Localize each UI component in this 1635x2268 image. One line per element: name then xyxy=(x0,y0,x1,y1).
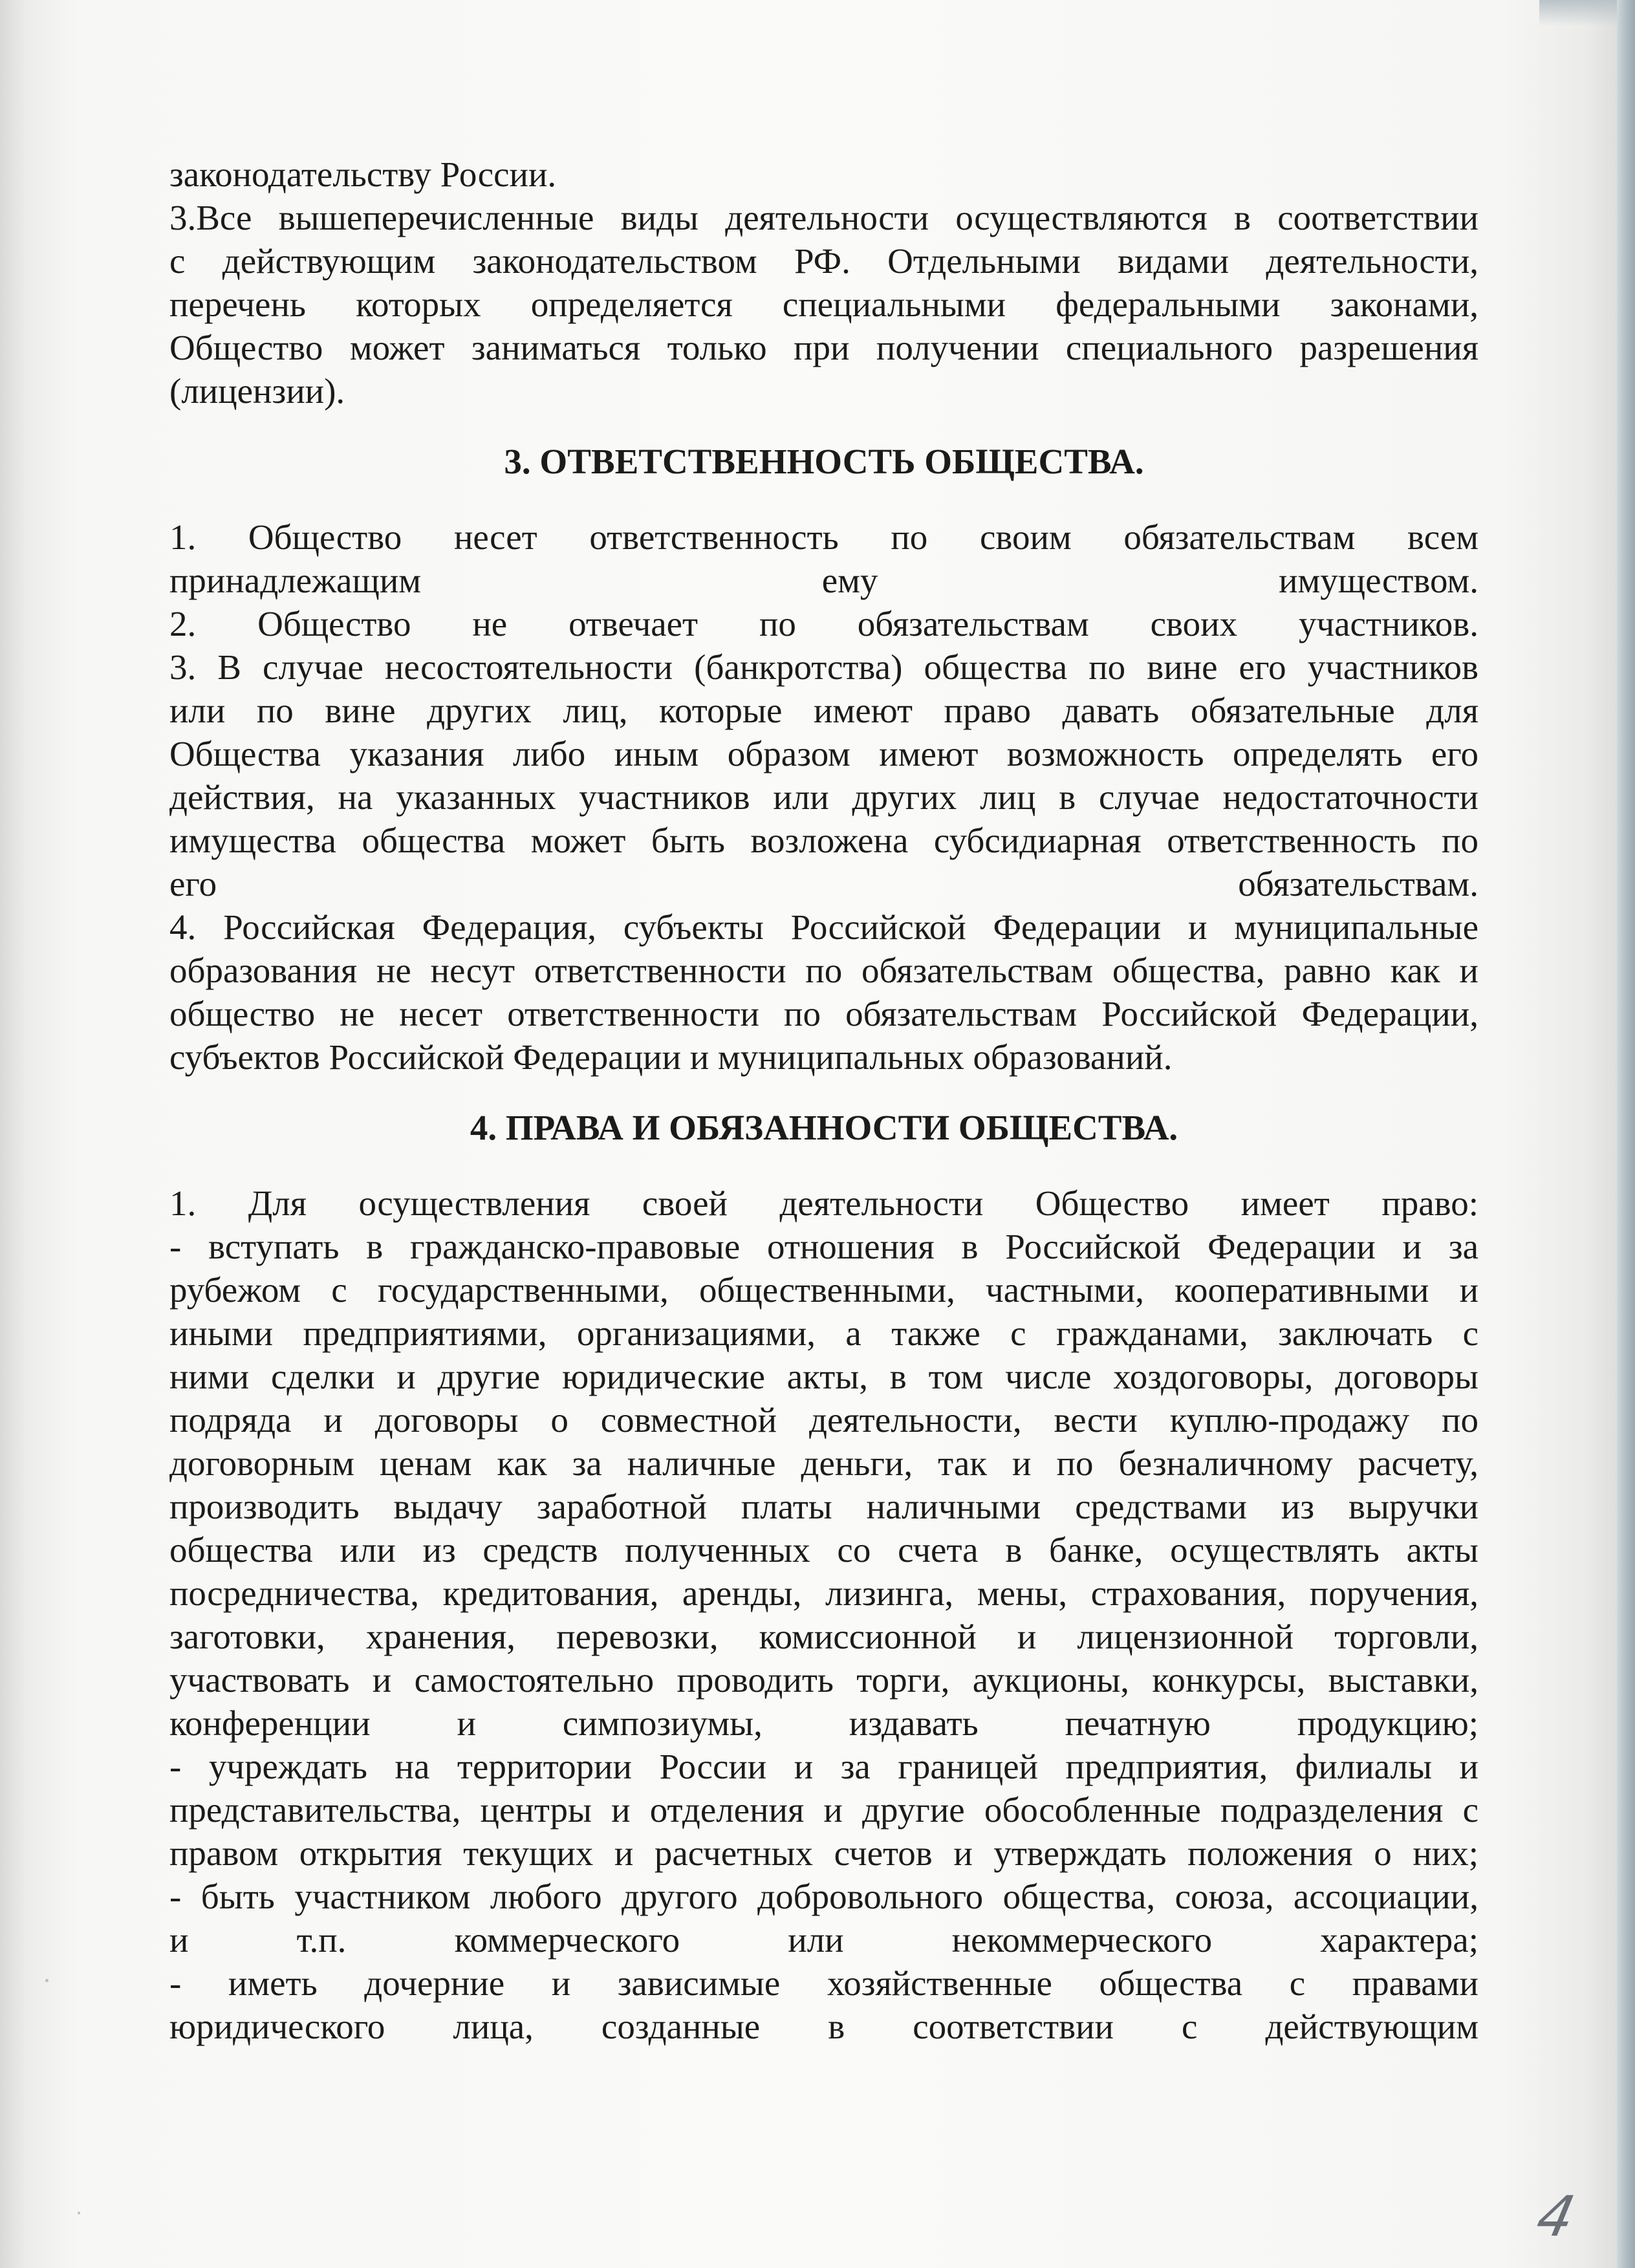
text-line: правом открытия текущих и расчетных счетов и утверждать положения о них; xyxy=(169,1833,1478,1873)
text-line: - иметь дочерние и зависимые хозяйственные общества с правами xyxy=(169,1963,1478,2003)
text-line: 4. Российская Федерация, субъекты Российской Федерации и муниципальные xyxy=(169,907,1478,947)
section-heading: 4. ПРАВА И ОБЯЗАННОСТИ ОБЩЕСТВА. xyxy=(470,1108,1178,1147)
document-body xyxy=(169,153,1478,2048)
text-line: его обязательствам. xyxy=(169,864,1478,903)
page-number: 4 xyxy=(1531,2185,1581,2249)
text-line: образования не несут ответственности по обязательствам общества, равно как и xyxy=(169,951,1478,990)
text-line: - быть участником любого другого добровольного общества, союза, ассоциации, xyxy=(169,1877,1478,1916)
text-line: конференции и симпозиумы, издавать печатную продукцию; xyxy=(169,1703,1478,1743)
text-line: заготовки, хранения, перевозки, комиссионной и лицензионной торговли, xyxy=(169,1617,1478,1656)
text-line: общества или из средств полученных со счета в банке, осуществлять акты xyxy=(169,1530,1478,1570)
text-line: принадлежащим ему имуществом. xyxy=(169,561,1478,600)
text-line: представительства, центры и отделения и другие обособленные подразделения с xyxy=(169,1790,1478,1830)
text-line: подряда и договоры о совместной деятельности, вести куплю-продажу по xyxy=(169,1400,1478,1440)
page-edge-shadow xyxy=(1617,0,1635,2268)
text-line: (лицензии). xyxy=(169,371,345,411)
text-line: и т.п. коммерческого или некоммерческого характера; xyxy=(169,1920,1478,1960)
text-line: 1. Для осуществления своей деятельности Общество имеет право: xyxy=(169,1183,1478,1223)
text-line: общество не несет ответственности по обязательствам Российской Федерации, xyxy=(169,994,1478,1033)
text-line: посредничества, кредитования, аренды, лизинга, мены, страхования, поручения, xyxy=(169,1573,1478,1613)
text-line: иными предприятиями, организациями, а также с гражданами, заключать с xyxy=(169,1313,1478,1353)
text-line: 3. В случае несостоятельности (банкротства) общества по вине его участников xyxy=(169,647,1478,687)
text-line: или по вине других лиц, которые имеют право давать обязательные для xyxy=(169,691,1478,730)
text-line: с действующим законодательством РФ. Отдельными видами деятельности, xyxy=(169,241,1478,281)
text-line: Общество может заниматься только при получении специального разрешения xyxy=(169,328,1478,367)
text-line: ними сделки и другие юридические акты, в том числе хоздоговоры, договоры xyxy=(169,1357,1478,1396)
text-line: 1. Общество несет ответственность по своим обязательствам всем xyxy=(169,517,1478,557)
scan-speck xyxy=(78,2212,80,2214)
text-line: законодательству России. xyxy=(169,155,557,194)
text-line: юридического лица, созданные в соответствии с действующим xyxy=(169,2007,1478,2046)
text-line: 3.Все вышеперечисленные виды деятельности осуществляются в соответствии xyxy=(169,198,1478,237)
text-line: имущества общества может быть возложена субсидиарная ответственность по xyxy=(169,821,1478,860)
text-line: действия, на указанных участников или других лиц в случае недостаточности xyxy=(169,777,1478,817)
text-line: субъектов Российской Федерации и муниципальных образований. xyxy=(169,1037,1173,1077)
scan-shadow xyxy=(1539,0,1617,26)
text-line: - вступать в гражданско-правовые отношения в Российской Федерации и за xyxy=(169,1227,1478,1266)
text-line: производить выдачу заработной платы наличными средствами из выручки xyxy=(169,1487,1478,1526)
text-line: рубежом с государственными, общественными, частными, кооперативными и xyxy=(169,1270,1478,1310)
text-line: Общества указания либо иным образом имеют возможность определять его xyxy=(169,734,1478,773)
text-line: участвовать и самостоятельно проводить торги, аукционы, конкурсы, выставки, xyxy=(169,1660,1478,1700)
text-line: договорным ценам как за наличные деньги, так и по безналичному расчету, xyxy=(169,1443,1478,1483)
text-line: 2. Общество не отвечает по обязательствам своих участников. xyxy=(169,604,1478,643)
section-heading: 3. ОТВЕТСТВЕННОСТЬ ОБЩЕСТВА. xyxy=(504,442,1144,481)
text-line: - учреждать на территории России и за границей предприятия, филиалы и xyxy=(169,1747,1478,1786)
text-line: перечень которых определяется специальными федеральными законами, xyxy=(169,285,1478,324)
scan-speck xyxy=(45,1979,49,1982)
